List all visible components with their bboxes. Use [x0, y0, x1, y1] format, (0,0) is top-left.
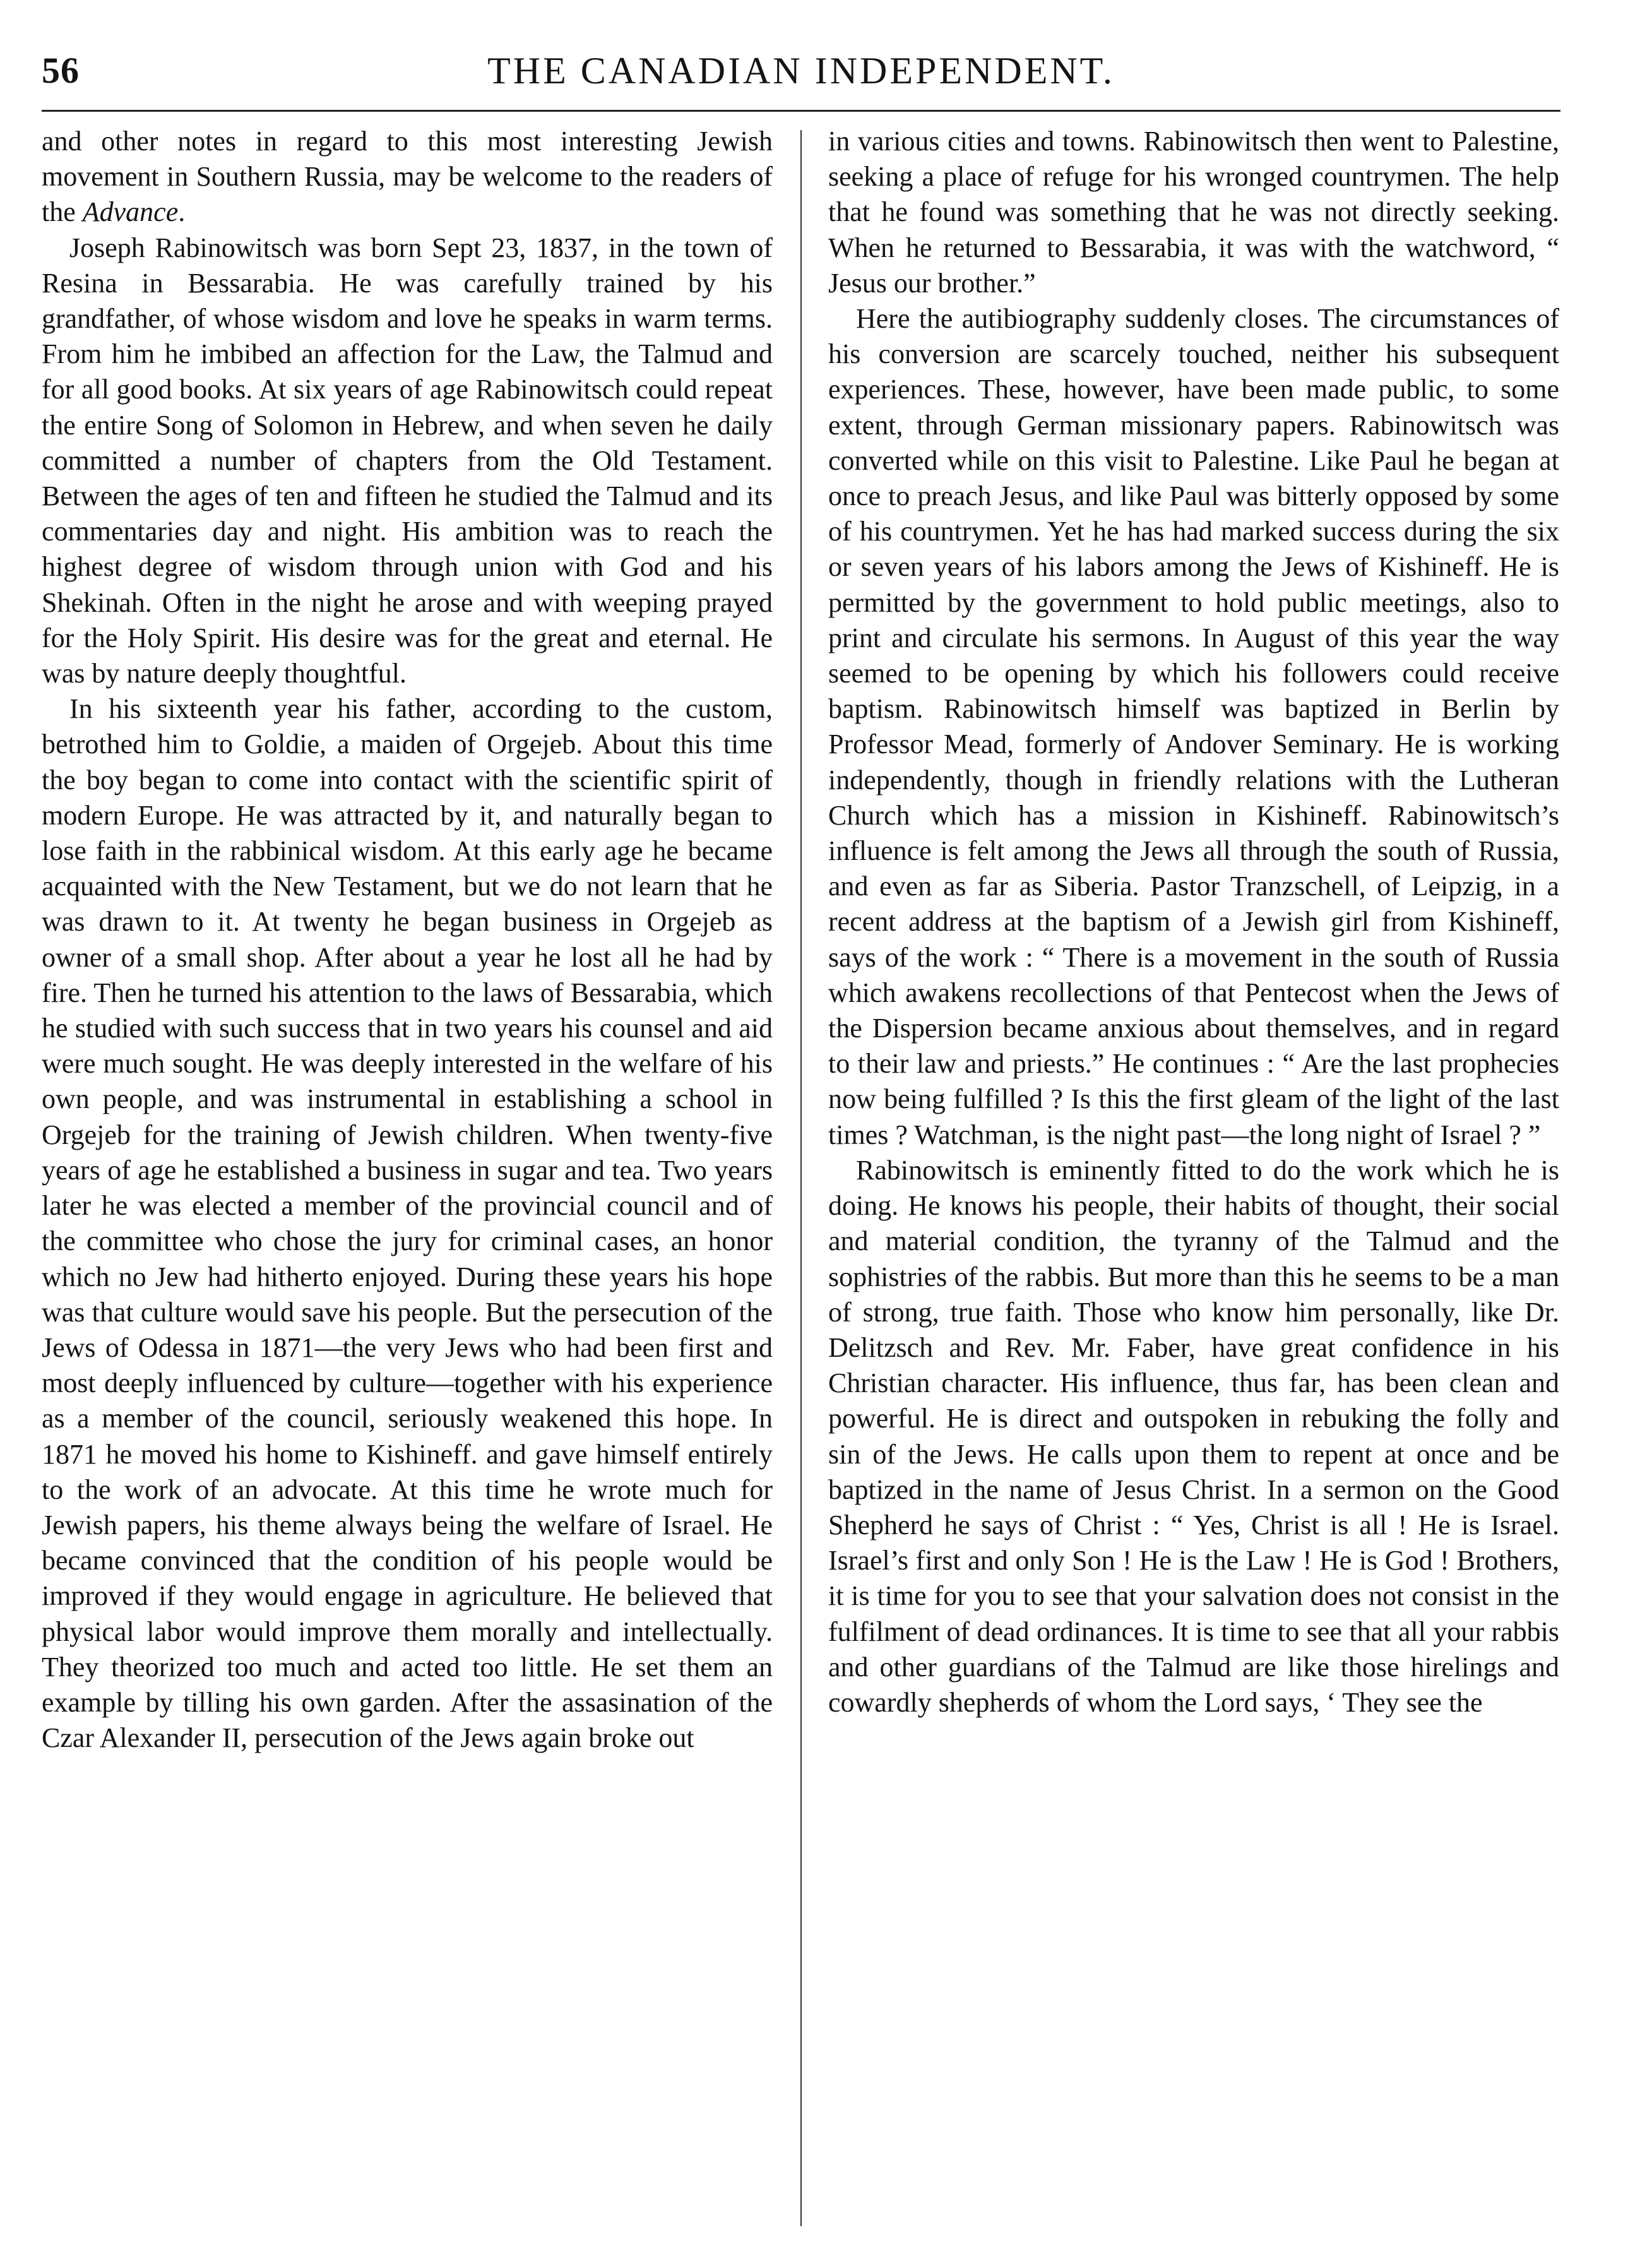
- paragraph-conversion: Here the autibiography suddenly closes. The circumstances of his conversion are scarcely touched, neither his subsequent experiences. These, however, have been made public, to some extent, through German missionary papers. Rabinowitsch was converted while on this visit to Palestine. Like Paul he began at once to preach Jesus, and like Paul was bitterly opposed by some of his countrymen. Yet he has had marked success during the six or seven years of his labors among the Jews of Kishineff. He is permitted by the government to hold public meetings, also to print and circulate his sermons. In August of this year the way seemed to be opening by which his followers could receive baptism. Rabinowitsch himself was baptized in Berlin by Professor Mead, formerly of Andover Seminary. He is working independently, though in friendly relations with the Lutheran Church which has a mission in Kishineff. Rabinowitsch’s influence is felt among the Jews all through the south of Russia, and even as far as Siberia. Pastor Tranzschell, of Leipzig, in a recent address at the baptism of a Jewish girl from Kishineff, says of the work : “ There is a movement in the south of Russia which awakens recollections of that Pentecost when the Jews of the Dispersion became anxious about themselves, and in regard to their law and priests.” He continues : “ Are the last prophecies now being fulfilled ? Is this the first gleam of the light of the last times ? Watchman, is the night past—the long night of Israel ? ”: [828, 303, 1559, 1150]
- intro-end: .: [178, 196, 186, 228]
- intro-text: and other notes in regard to this most interesting Jewish movement in Southern Russia, may be welcome to the readers of the: [42, 126, 773, 228]
- right-column: [828, 124, 1559, 2239]
- header-rule: [42, 110, 1560, 112]
- paragraph-continuation: in various cities and towns. Rabinowitsch then went to Palestine, seeking a place of refuge for his wronged countrymen. The help that he found was something that he was not directly seeking. When he returned to Bessarabia, it was with the watchword, “ Jesus our brother.”: [828, 126, 1559, 299]
- paragraph-character: Rabinowitsch is eminently fitted to do the work which he is doing. He knows his people, their habits of thought, their social and material condition, the tyranny of the Talmud and the sophistries of the rabbis. But more than this he seems to be a man of strong, true faith. Those who know him personally, like Dr. Delitzsch and Rev. Mr. Faber, have great confidence in his Christian character. His influence, thus far, has been clean and powerful. He is direct and outspoken in rebuking the folly and sin of the Jews. He calls upon them to repent at once and be baptized in the name of Jesus Christ. In a sermon on the Good Shepherd he says of Christ : “ Yes, Christ is all ! He is Israel. Israel’s first and only Son ! He is the Law ! He is God ! Brothers, it is time for you to see that your salvation does not consist in the fulfilment of dead ordinances. It is time to see that all your rabbis and other guardians of the Talmud are like those hirelings and cowardly shepherds of whom the Lord says, ‘ They see the: [828, 1154, 1559, 1718]
- left-column: [42, 124, 773, 2239]
- periodical-name: Advance: [82, 196, 179, 228]
- paragraph-birth: Joseph Rabinowitsch was born Sept 23, 1837, in the town of Resina in Bessarabia. He was carefully trained by his grandfather, of whose wisdom and love he speaks in warm terms. From him he imbibed an affection for the Law, the Talmud and for all good books. At six years of age Rabinowitsch could repeat the entire Song of Solomon in Hebrew, and when seven he daily committed a number of chapters from the Old Testament. Between the ages of ten and fifteen he studied the Talmud and its commentaries day and night. His ambition was to reach the highest degree of wisdom through union with God and his Shekinah. Often in the night he arose and with weeping prayed for the Holy Spirit. His desire was for the great and eternal. He was by nature deeply thoughtful.: [42, 232, 773, 689]
- page-header: [42, 49, 1560, 100]
- journal-title: THE CANADIAN INDEPENDENT.: [487, 50, 1115, 92]
- column-divider: [800, 130, 802, 2226]
- paragraph-intro: [42, 124, 773, 230]
- article-columns: [42, 124, 1560, 2239]
- newspaper-page: [42, 0, 1560, 2264]
- page-number: 56: [42, 50, 80, 91]
- paragraph-youth: In his sixteenth year his father, according to the custom, betrothed him to Goldie, a maiden of Orgejeb. About this time the boy began to come into contact with the scientific spirit of modern Europe. He was attracted by it, and naturally began to lose faith in the rabbinical wisdom. At this early age he became acquainted with the New Testament, but we do not learn that he was drawn to it. At twenty he began business in Orgejeb as owner of a small shop. After about a year he lost all he had by fire. Then he turned his attention to the laws of Bessarabia, which he studied with such success that in two years his counsel and aid were much sought. He was deeply interested in the welfare of his own people, and was instrumental in establishing a school in Orgejeb for the training of Jewish children. When twenty-five years of age he established a business in sugar and tea. Two years later he was elected a member of the provincial council and of the committee who chose the jury for criminal cases, an honor which no Jew had hitherto enjoyed. During these years his hope was that culture would save his people. But the persecution of the Jews of Odessa in 1871—the very Jews who had been first and most deeply influenced by culture—together with his experience as a member of the council, seriously weakened this hope. In 1871 he moved his home to Kishineff. and gave himself entirely to the work of an advocate. At this time he wrote much for Jewish papers, his theme always being the welfare of Israel. He became convinced that the condition of his people would be improved if they would engage in agriculture. He believed that physical labor would improve them morally and intellectually. They theorized too much and acted too little. He set them an example by tilling his own garden. After the assasination of the Czar Alexander II, persecution of the Jews again broke out: [42, 693, 773, 1754]
